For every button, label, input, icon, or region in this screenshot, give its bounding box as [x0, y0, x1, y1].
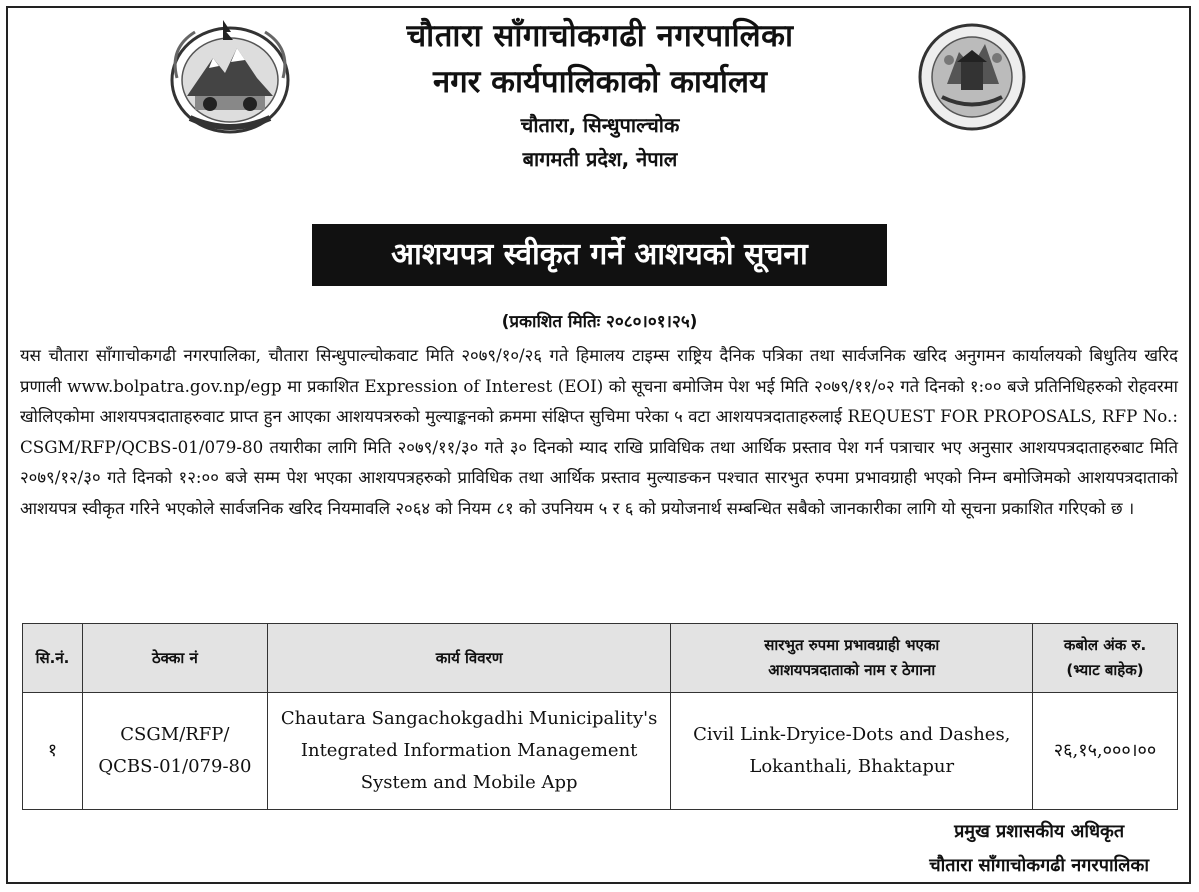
published-date: (प्रकाशित मितिः २०८०।०१।२५): [501, 312, 698, 332]
table-header-row: [23, 624, 1178, 693]
work-line1: Chautara Sangachokgadhi Municipality's: [280, 708, 658, 729]
work-line2: Integrated Information Management: [300, 740, 638, 761]
cell-bidder: [671, 693, 1033, 810]
municipality-logo-icon: [917, 22, 1027, 132]
nepal-emblem-icon: [165, 18, 295, 136]
contract-line1: CSGM/RFP/: [120, 724, 230, 745]
cell-amount: २६,१५,०००।००: [1033, 693, 1178, 810]
bidder-line1: Civil Link-Dryice-Dots and Dashes,: [693, 724, 1011, 745]
signoff-title: प्रमुख प्रशासकीय अधिकृत: [954, 821, 1125, 842]
notice-title: आशयपत्र स्वीकृत गर्ने आशयको सूचना: [312, 224, 887, 286]
cell-work-description: [267, 693, 671, 810]
signoff-office: चौतारा साँगाचोकगढी नगरपालिका: [929, 855, 1149, 876]
contract-line2: QCBS-01/079-80: [98, 756, 252, 777]
work-line3: System and Mobile App: [360, 772, 578, 793]
bidder-line2: Lokanthali, Bhaktapur: [749, 756, 955, 777]
amount-header-line1: कबोल अंक रु.: [1063, 636, 1147, 654]
signoff-block: [929, 815, 1149, 883]
award-table: [22, 623, 1178, 810]
office-name: नगर कार्यपालिकाको कार्यालय: [433, 64, 767, 100]
col-header-work-description: कार्य विवरण: [267, 624, 671, 693]
cell-contract-no: [82, 693, 267, 810]
col-header-sn: सि.नं.: [23, 624, 83, 693]
office-location: चौतारा, सिन्धुपाल्चोक: [520, 113, 680, 137]
cell-sn: १: [23, 693, 83, 810]
notice-body: यस चौतारा साँगाचोकगढी नगरपालिका, चौतारा सिन्धुपाल्चोकवाट मिति २०७९/१०/२६ गते हिमालय टाइम्स राष्ट्रिय दैनिक पत्रिका तथा सार्वजनिक खरिद अनुगमन कार्यालयको बिधुतिय खरिद प्रणाली www.bolpatra.gov.np/egp मा प्रकाशित Expression of Interest (EOI) को सूचना बमोजिम पेश भई मिति २०७९/११/०२ गते दिनको १:०० बजे प्रतिनिधिहरुको रोहवरमा खोलिएकोमा आशयपत्रदाताहरुवाट प्राप्त हुन आएका आशयपत्ररुको मुल्याङ्कनको क्रममा संक्षिप्त सुचिमा परेका ५ वटा आशयपत्रदाताहरुलाई REQUEST FOR PROPOSALS, RFP No.: CSGM/RFP/QCBS-01/079-80 तयारीका लागि मिति २०७९/११/३० गते ३० दिनको म्याद राखि प्राविधिक तथा आर्थिक प्रस्ताव पेश गर्न पत्राचार भए अनुसार आशयपत्रदाताहरुबाट मिति २०७९/१२/३० गते दिनको १२:०० बजे सम्म पेश भएका आशयपत्रहरुको प्राविधिक तथा आर्थिक प्रस्ताव मुल्याङकन पश्चात सारभुत रुपमा प्रभावग्राही भएको निम्न बमोजिमको आशयपत्रदाताको आशयपत्र स्वीकृत गरिने भएकोले सार्वजनिक खरिद नियमावलि २०६४ को नियम ८१ को उपनियम ५ र ६ को प्रयोजनार्थ सम्बन्धित सबैको जानकारीका लागि यो सूचना प्रकाशित गरिएको छ ।: [20, 345, 1178, 518]
amount-header-line2: (भ्याट बाहेक): [1066, 661, 1144, 679]
office-province: बागमती प्रदेश, नेपाल: [522, 147, 678, 171]
col-header-amount: [1033, 624, 1178, 693]
col-header-bidder: [671, 624, 1033, 693]
bidder-header-line1: सारभुत रुपमा प्रभावग्राही भएका: [764, 636, 940, 654]
bidder-header-line2: आशयपत्रदाताको नाम र ठेगाना: [768, 661, 936, 679]
municipality-name: चौतारा साँगाचोकगढी नगरपालिका: [406, 18, 794, 54]
col-header-contract-no: ठेक्का नं: [82, 624, 267, 693]
office-header: [300, 14, 900, 176]
table-row: [23, 693, 1178, 810]
